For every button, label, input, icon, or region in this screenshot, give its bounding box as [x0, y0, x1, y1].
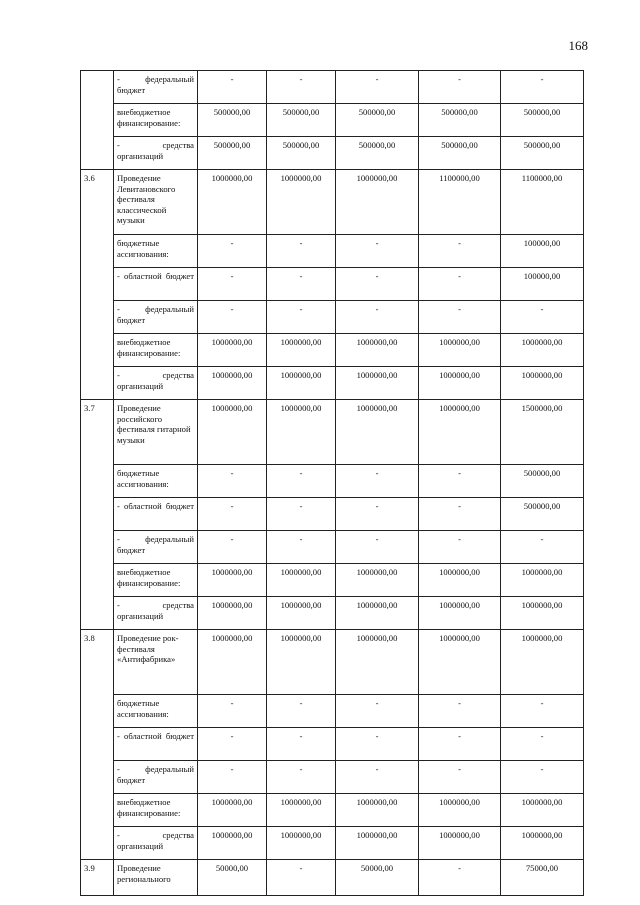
- value-cell: -: [267, 235, 336, 268]
- value-cell: -: [501, 301, 584, 334]
- value-cell: 1000000,00: [267, 827, 336, 860]
- table-row: [81, 71, 584, 104]
- value-cell: -: [198, 301, 267, 334]
- value-cell: -: [267, 465, 336, 498]
- value-cell: 500000,00: [267, 104, 336, 137]
- value-cell: -: [419, 695, 501, 728]
- value-cell: 1000000,00: [198, 334, 267, 367]
- value-cell: 1000000,00: [501, 794, 584, 827]
- value-cell: 1000000,00: [336, 794, 419, 827]
- value-cell: 1000000,00: [419, 400, 501, 465]
- value-cell: 1000000,00: [419, 334, 501, 367]
- budget-table-body: [81, 71, 584, 896]
- value-cell: -: [419, 761, 501, 794]
- row-label-cell: бюджетные ассигнования:: [114, 235, 198, 268]
- row-label-cell: - областной бюджет: [114, 728, 198, 761]
- value-cell: 1000000,00: [198, 400, 267, 465]
- value-cell: 1000000,00: [198, 630, 267, 695]
- table-row: [81, 761, 584, 794]
- value-cell: 75000,00: [501, 860, 584, 896]
- value-cell: -: [419, 531, 501, 564]
- row-label-cell: - областной бюджет: [114, 498, 198, 531]
- value-cell: 1000000,00: [419, 827, 501, 860]
- row-label-cell: - федеральный бюджет: [114, 531, 198, 564]
- value-cell: -: [267, 301, 336, 334]
- value-cell: -: [336, 235, 419, 268]
- value-cell: -: [336, 728, 419, 761]
- value-cell: -: [501, 728, 584, 761]
- value-cell: -: [419, 498, 501, 531]
- value-cell: -: [267, 761, 336, 794]
- row-label-cell: бюджетные ассигнования:: [114, 465, 198, 498]
- value-cell: -: [336, 498, 419, 531]
- value-cell: 100000,00: [501, 268, 584, 301]
- value-cell: -: [419, 235, 501, 268]
- table-row: [81, 137, 584, 170]
- table-row: [81, 367, 584, 400]
- row-label-cell: - федеральный бюджет: [114, 761, 198, 794]
- value-cell: -: [267, 268, 336, 301]
- section-number-cell: 3.9: [81, 860, 114, 896]
- value-cell: 500000,00: [501, 137, 584, 170]
- value-cell: -: [419, 301, 501, 334]
- value-cell: -: [198, 268, 267, 301]
- value-cell: 1000000,00: [267, 630, 336, 695]
- value-cell: 1000000,00: [267, 170, 336, 235]
- value-cell: 50000,00: [336, 860, 419, 896]
- value-cell: 500000,00: [501, 104, 584, 137]
- value-cell: 1000000,00: [336, 367, 419, 400]
- value-cell: 100000,00: [501, 235, 584, 268]
- value-cell: 1000000,00: [198, 597, 267, 630]
- value-cell: 1000000,00: [336, 630, 419, 695]
- value-cell: 1000000,00: [198, 367, 267, 400]
- table-row: [81, 531, 584, 564]
- value-cell: 1000000,00: [501, 334, 584, 367]
- row-label-cell: внебюджетное финансирование:: [114, 104, 198, 137]
- value-cell: 1000000,00: [198, 794, 267, 827]
- value-cell: -: [198, 695, 267, 728]
- value-cell: -: [198, 531, 267, 564]
- value-cell: -: [267, 695, 336, 728]
- value-cell: -: [267, 498, 336, 531]
- value-cell: 1000000,00: [419, 597, 501, 630]
- table-row: [81, 597, 584, 630]
- value-cell: 500000,00: [267, 137, 336, 170]
- row-label-cell: внебюджетное финансирование:: [114, 564, 198, 597]
- value-cell: -: [336, 71, 419, 104]
- section-title-cell: Проведение рок-фестиваля «Антифабрика»: [114, 630, 198, 695]
- value-cell: -: [419, 728, 501, 761]
- section-title-cell: Проведение российского фестиваля гитарной музыки: [114, 400, 198, 465]
- value-cell: 500000,00: [336, 104, 419, 137]
- value-cell: 1000000,00: [198, 170, 267, 235]
- table-row: [81, 728, 584, 761]
- value-cell: -: [419, 860, 501, 896]
- value-cell: 500000,00: [501, 465, 584, 498]
- value-cell: -: [336, 465, 419, 498]
- value-cell: 1000000,00: [336, 827, 419, 860]
- value-cell: 1000000,00: [267, 597, 336, 630]
- table-row: [81, 695, 584, 728]
- value-cell: -: [501, 761, 584, 794]
- value-cell: 1000000,00: [336, 597, 419, 630]
- budget-table: [80, 70, 584, 896]
- value-cell: 1000000,00: [267, 794, 336, 827]
- value-cell: 1000000,00: [267, 334, 336, 367]
- value-cell: 50000,00: [198, 860, 267, 896]
- section-number-cell: 3.7: [81, 400, 114, 630]
- row-label-cell: внебюджетное финансирование:: [114, 794, 198, 827]
- value-cell: -: [198, 728, 267, 761]
- section-number-cell: [81, 71, 114, 170]
- table-row: [81, 564, 584, 597]
- value-cell: 1000000,00: [501, 367, 584, 400]
- value-cell: -: [198, 465, 267, 498]
- value-cell: -: [336, 268, 419, 301]
- table-row: [81, 465, 584, 498]
- value-cell: -: [419, 71, 501, 104]
- value-cell: -: [336, 531, 419, 564]
- row-label-cell: - областной бюджет: [114, 268, 198, 301]
- table-row-section: [81, 630, 584, 695]
- row-label-cell: - средства организаций: [114, 367, 198, 400]
- value-cell: 1000000,00: [336, 400, 419, 465]
- table-row: [81, 301, 584, 334]
- table-row: [81, 104, 584, 137]
- value-cell: 1000000,00: [198, 827, 267, 860]
- value-cell: 1000000,00: [419, 794, 501, 827]
- row-label-cell: бюджетные ассигнования:: [114, 695, 198, 728]
- value-cell: 500000,00: [501, 498, 584, 531]
- value-cell: 500000,00: [336, 137, 419, 170]
- section-number-cell: 3.6: [81, 170, 114, 400]
- table-row: [81, 794, 584, 827]
- page-number: 168: [568, 38, 588, 53]
- value-cell: -: [198, 235, 267, 268]
- table-row: [81, 334, 584, 367]
- value-cell: 1000000,00: [198, 564, 267, 597]
- value-cell: 1000000,00: [267, 564, 336, 597]
- value-cell: 1000000,00: [419, 630, 501, 695]
- value-cell: 1000000,00: [336, 564, 419, 597]
- value-cell: 1000000,00: [501, 630, 584, 695]
- value-cell: -: [198, 71, 267, 104]
- row-label-cell: - федеральный бюджет: [114, 71, 198, 104]
- row-label-cell: - федеральный бюджет: [114, 301, 198, 334]
- value-cell: 500000,00: [419, 137, 501, 170]
- row-label-cell: - средства организаций: [114, 137, 198, 170]
- value-cell: 1000000,00: [267, 367, 336, 400]
- value-cell: -: [336, 761, 419, 794]
- value-cell: 1000000,00: [501, 827, 584, 860]
- value-cell: 1100000,00: [501, 170, 584, 235]
- value-cell: 1000000,00: [501, 597, 584, 630]
- section-title-cell: Проведение Левитановского фестиваля классической музыки: [114, 170, 198, 235]
- value-cell: -: [419, 268, 501, 301]
- table-row: [81, 827, 584, 860]
- value-cell: -: [198, 761, 267, 794]
- value-cell: -: [336, 695, 419, 728]
- row-label-cell: - средства организаций: [114, 827, 198, 860]
- value-cell: 1000000,00: [501, 564, 584, 597]
- row-label-cell: внебюджетное финансирование:: [114, 334, 198, 367]
- value-cell: -: [267, 71, 336, 104]
- value-cell: 1000000,00: [336, 334, 419, 367]
- value-cell: -: [267, 728, 336, 761]
- value-cell: 500000,00: [419, 104, 501, 137]
- value-cell: -: [198, 498, 267, 531]
- value-cell: 1000000,00: [419, 367, 501, 400]
- table-row-section: [81, 170, 584, 235]
- table-row-section: [81, 400, 584, 465]
- value-cell: 500000,00: [198, 104, 267, 137]
- value-cell: 500000,00: [198, 137, 267, 170]
- value-cell: -: [267, 531, 336, 564]
- value-cell: 1000000,00: [419, 564, 501, 597]
- value-cell: 1000000,00: [336, 170, 419, 235]
- section-title-cell: Проведение регионального: [114, 860, 198, 896]
- value-cell: -: [267, 860, 336, 896]
- value-cell: -: [336, 301, 419, 334]
- table-row: [81, 235, 584, 268]
- table-row: [81, 498, 584, 531]
- value-cell: 1100000,00: [419, 170, 501, 235]
- table-row-section: [81, 860, 584, 896]
- value-cell: -: [419, 465, 501, 498]
- table-row: [81, 268, 584, 301]
- value-cell: -: [501, 695, 584, 728]
- section-number-cell: 3.8: [81, 630, 114, 860]
- value-cell: -: [501, 531, 584, 564]
- value-cell: 1000000,00: [267, 400, 336, 465]
- row-label-cell: - средства организаций: [114, 597, 198, 630]
- value-cell: -: [501, 71, 584, 104]
- value-cell: 1500000,00: [501, 400, 584, 465]
